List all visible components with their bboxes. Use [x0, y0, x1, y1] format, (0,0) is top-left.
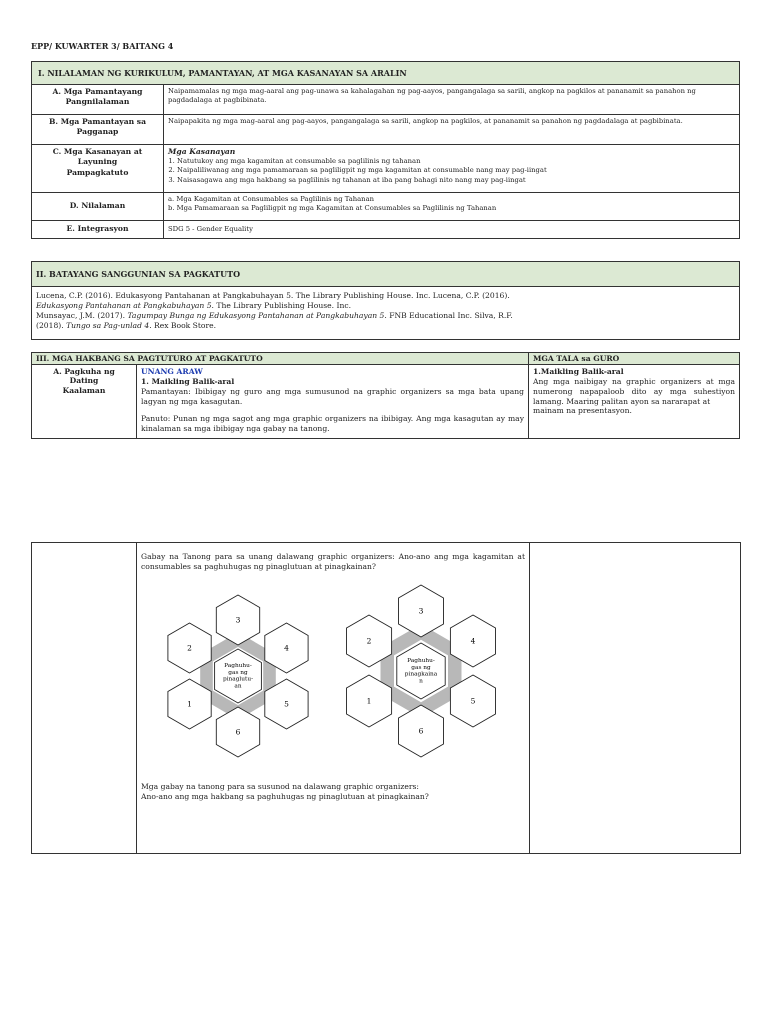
section-1-title: I. NILALAMAN NG KURIKULUM, PAMANTAYAN, AT MGA KASANAYAN SA ARALIN: [32, 62, 740, 85]
hexagon-number: 3: [418, 606, 424, 616]
page-header: EPP/ KUWARTER 3/ BAITANG 4: [31, 41, 174, 51]
hexagon-number: 3: [235, 615, 241, 625]
note-text: Ang mga naibigay na graphic organizers at mga numerong napapaloob dito ay mga suhestiyon lamang. Maaring palitan ayon sa nararapat at: [533, 376, 735, 406]
pamantayan-text: Pamantayan: Ibibigay ng guro ang mga sumusunod na graphic organizers sa mga bata upang lagyan ng mga kasagutan.: [141, 386, 524, 406]
kasanayan-item: 1. Natutukoy ang mga kagamitan at consumable sa paglilinis ng tahanan: [177, 157, 735, 166]
day-label: UNANG ARAW: [141, 367, 203, 376]
gabay-question-2: Mga gabay na tanong para sa susunod na dalawang graphic organizers: Ano-ano ang mga hakbang sa paghuhugas ng pinaglutuan at pinagkainan?: [141, 782, 429, 801]
row-e-label: E. Integrasyon: [32, 221, 164, 239]
panuto-text: Panuto: Punan ng mga sagot ang mga graphic organizers na ibibigay. Ang mga kasagutan ay may kinalaman sa mga ibibigay nga gabay na tanong.: [141, 414, 524, 434]
curriculum-table: [31, 61, 740, 239]
step-a-content: [137, 365, 529, 439]
row-a-content: Naipamamalas ng mga mag-aaral ang pag-unawa sa kahalagahan ng pag-aayos, pangangalaga sa sarili, angkop na pagkilos at pananamit sa panahon ng pagdadalaga at pagbibinata.: [164, 85, 740, 115]
column-divider: [529, 543, 530, 853]
hexagon-number: 1: [366, 696, 372, 706]
center-label-line: gas ng: [228, 669, 248, 676]
teacher-notes: [529, 365, 740, 439]
row-d-label: D. Nilalaman: [32, 193, 164, 221]
kasanayan-item: 2. Naipaliliwanag ang mga pamamaraan sa pagliligpit ng mga kagamitan at consumable nang may pag-iingat: [177, 166, 735, 175]
note-heading: 1.Maikling Balik-aral: [533, 367, 624, 376]
step-a-label: A. Pagkuha ng Dating Kaalaman: [32, 365, 137, 439]
notes-title: MGA TALA sa GURO: [529, 353, 740, 365]
center-label-line: gas ng: [411, 664, 431, 671]
row-e-content: SDG 5 - Gender Equality: [164, 221, 740, 239]
organizer-1: [168, 595, 308, 757]
hexagon-number: 5: [470, 696, 476, 706]
step-heading: 1. Maikling Balik-aral: [141, 376, 235, 386]
hexagon-number: 4: [284, 643, 289, 653]
center-label-line: n: [419, 678, 423, 685]
row-a-label: A. Mga Pamantayang Pangnilalaman: [32, 85, 164, 115]
procedure-table: [31, 352, 740, 439]
hexagon-number: 2: [366, 636, 372, 646]
row-b-label: B. Mga Pamantayan sa Pagganap: [32, 115, 164, 145]
section-2-title: II. BATAYANG SANGGUNIAN SA PAGKATUTO: [32, 262, 740, 287]
center-label-line: Paghuhu-: [407, 658, 435, 664]
hexagon-number: 6: [418, 726, 424, 736]
hexagon-number: 1: [187, 699, 192, 709]
organizer-2: [347, 585, 496, 757]
hexagon-number: 6: [235, 727, 241, 737]
hexagon-number: 5: [284, 699, 289, 709]
center-label-line: pinaglutu-: [222, 676, 254, 683]
references-content: Lucena, C.P. (2016). Edukasyong Pantahanan at Pangkabuhayan 5. The Library Publishing House. Inc. Lucena, C.P. (2016). Edukasyong Pantahanan at Pangkabuhayan 5. The Library Publishing House. Inc. Munsayac, J.M. (2017). Tagumpay Bunga ng Edukasyong Pantahanan at Pangkabuhayan 5. FNB Educational Inc. Silva, R.F. (2018). Tungo sa Pag-unlad 4. Rex Book Store.: [32, 287, 740, 340]
kasanayan-heading: Mga Kasanayan: [168, 147, 236, 156]
center-label-line: pinagkaina: [404, 671, 438, 678]
references-table: [31, 261, 740, 340]
graphic-organizers: [137, 583, 527, 768]
row-c-content: [164, 145, 740, 193]
gabay-question-1: Gabay na Tanong para sa unang dalawang graphic organizers: Ano-ano ang mga kagamitan at consumables sa paghuhugas ng pinaglutuan at pinagkainan?: [141, 552, 525, 571]
hexagon-number: 2: [187, 643, 192, 653]
kasanayan-item: 3. Naisasagawa ang mga hakbang sa paglilinis ng tahanan at iba pang bahagi nito nang may pag-iingat: [177, 176, 735, 185]
row-b-content: Naipapakita ng mga mag-aaral ang pag-aayos, pangangalaga sa sarili, angkop na pagkilos, at pananamit sa panahon ng pagdadalaga at pagbibinata.: [164, 115, 740, 145]
hexagon-number: 4: [470, 636, 476, 646]
note-text-2: mainam na presentasyon.: [533, 406, 632, 416]
center-label-line: Paghuhu-: [224, 663, 252, 669]
center-label-line: an: [234, 683, 242, 690]
row-c-label: C. Mga Kasanayan at Layuning Pampagkatuto: [32, 145, 164, 193]
section-3-title: III. MGA HAKBANG SA PAGTUTURO AT PAGKATUTO: [32, 353, 529, 365]
page2-table: [31, 542, 741, 854]
row-d-content: a. Mga Kagamitan at Consumables sa Paglilinis ng Tahanan b. Mga Pamamaraan sa Pagliligpit ng mga Kagamitan at Consumables sa Paglilinis ng Tahanan: [164, 193, 740, 221]
